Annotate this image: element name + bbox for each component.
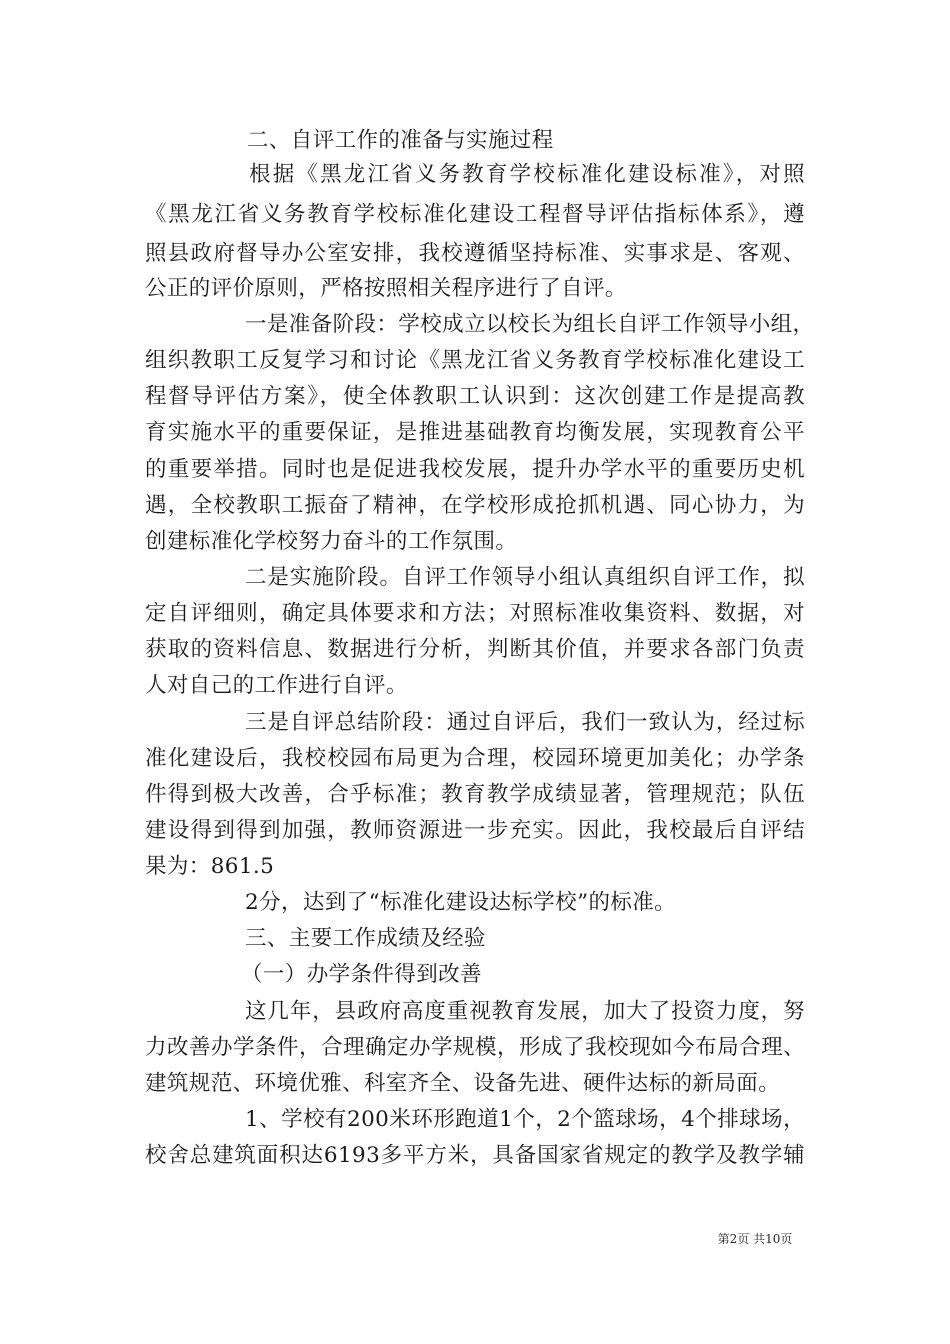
paragraph-line: 三是自评总结阶段：通过自评后，我们一致认为，经过标: [245, 710, 805, 735]
paragraph-line: 的重要举措。同时也是促进我校发展，提升办学水平的重要历史机: [145, 457, 805, 482]
section-heading-self-evaluation: 二、自评工作的准备与实施过程: [247, 128, 554, 153]
paragraph-line: 校舍总建筑面积达6193多平方米，具备国家省规定的教学及教学辅: [145, 1143, 805, 1168]
paragraph-line: 建筑规范、环境优雅、科室齐全、设备先进、硬件达标的新局面。: [145, 1071, 781, 1096]
paragraph-line: 1、学校有200米环形跑道1个，2个篮球场，4个排球场，: [245, 1107, 805, 1132]
paragraph-line: 二是实施阶段。自评工作领导小组认真组织自评工作，拟: [245, 565, 805, 590]
section-heading-achievements: 三、主要工作成绩及经验: [245, 926, 486, 951]
paragraph-line: 育实施水平的重要保证，是推进基础教育均衡发展，实现教育公平: [145, 420, 805, 445]
paragraph-line: 创建标准化学校努力奋斗的工作氛围。: [145, 529, 518, 554]
subsection-heading-conditions: （一）办学条件得到改善: [241, 962, 482, 987]
paragraph-line: 遇，全校教职工振奋了精神，在学校形成抢抓机遇、同心协力，为: [145, 493, 805, 518]
paragraph-line: 组织教职工反复学习和讨论《黑龙江省义务教育学校标准化建设工: [145, 348, 805, 373]
paragraph-line: 力改善办学条件，合理确定办学规模，形成了我校现如今布局合理、: [145, 1035, 805, 1060]
paragraph-line: 这几年，县政府高度重视教育发展，加大了投资力度，努: [245, 999, 805, 1024]
paragraph-line: 公正的评价原则，严格按照相关程序进行了自评。: [145, 276, 627, 301]
paragraph-line: 定自评细则，确定具体要求和方法；对照标准收集资料、数据，对: [145, 601, 805, 626]
paragraph-line: 件得到极大改善，合乎标准；教育教学成绩显著，管理规范；队伍: [145, 782, 805, 807]
page-number-footer: 第2页 共10页: [717, 1232, 793, 1246]
paragraph-line: 2分，达到了“标准化建设达标学校”的标准。: [245, 890, 677, 915]
paragraph-line: 获取的资料信息、数据进行分析，判断其价值，并要求各部门负责: [145, 637, 805, 662]
paragraph-line: 果为：861.5: [145, 854, 275, 879]
paragraph-line: 根据《黑龙江省义务教育学校标准化建设标准》，对照: [249, 162, 805, 187]
paragraph-line: 照县政府督导办公室安排，我校遵循坚持标准、实事求是、客观、: [145, 241, 805, 266]
paragraph-line: 准化建设后，我校校园布局更为合理，校园环境更加美化；办学条: [145, 746, 805, 771]
paragraph-line: 建设得到得到加强，教师资源进一步充实。因此，我校最后自评结: [145, 818, 805, 843]
paragraph-line: 《黑龙江省义务教育学校标准化建设工程督导评估指标体系》，遵: [145, 202, 805, 227]
paragraph-line: 人对自己的工作进行自评。: [145, 673, 408, 698]
paragraph-line: 一是准备阶段：学校成立以校长为组长自评工作领导小组，: [245, 312, 815, 337]
paragraph-line: 程督导评估方案》，使全体教职工认识到：这次创建工作是提高教: [145, 384, 805, 409]
